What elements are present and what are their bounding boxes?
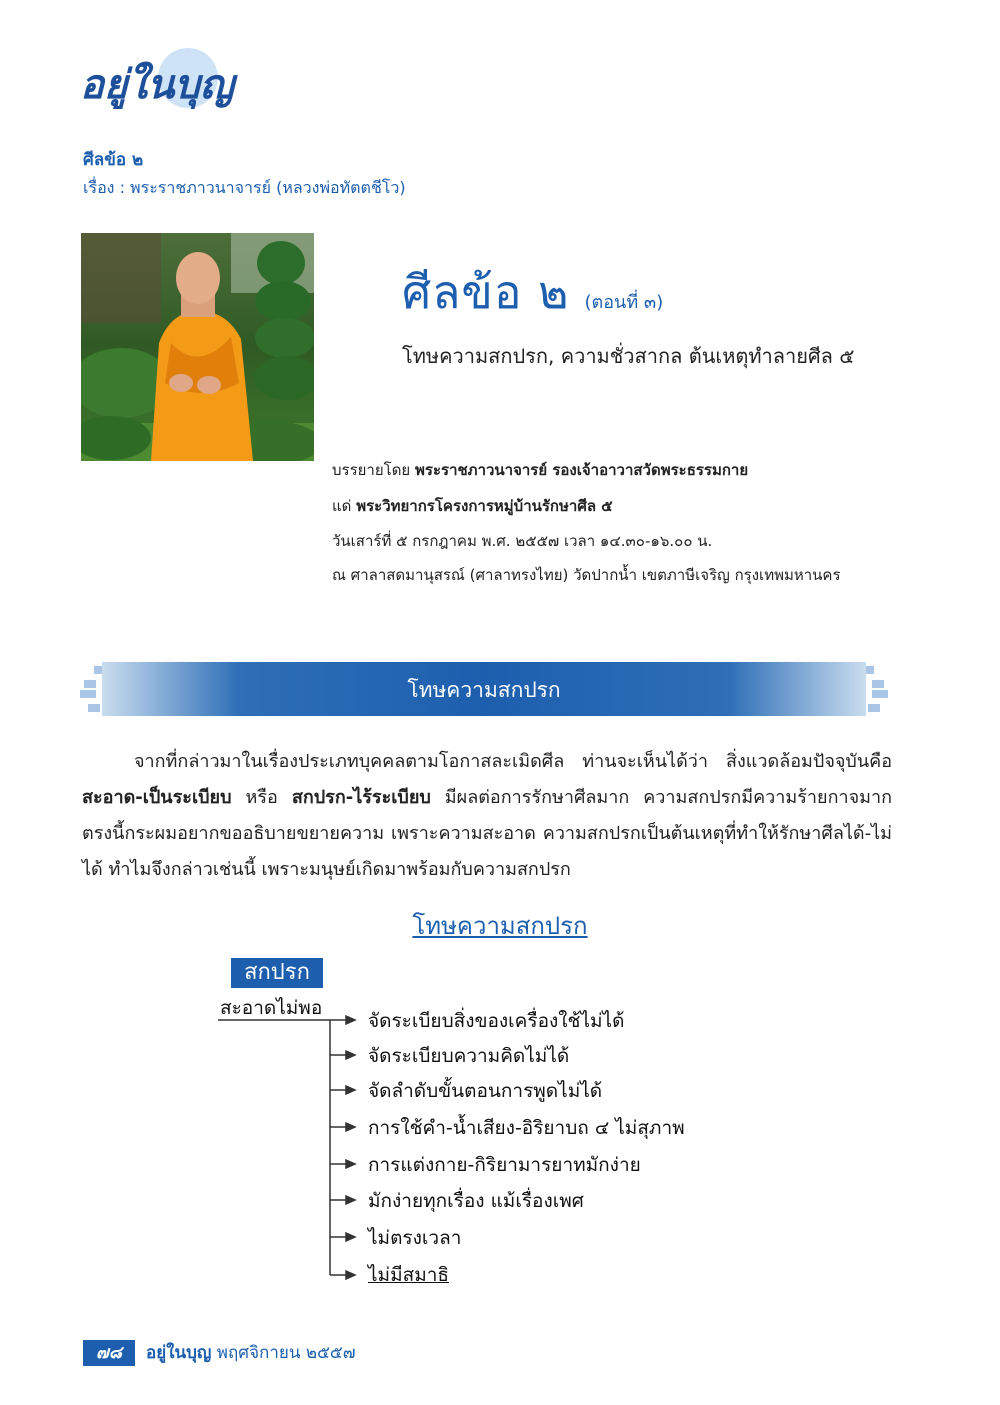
article-subtitle: โทษความสกปรก, ความชั่วสากล ต้นเหตุทำลายศีล ๕ (402, 344, 855, 368)
magazine-logo (80, 44, 234, 122)
footer-issue: พฤศจิกายน ๒๕๕๗ (216, 1343, 356, 1363)
banner-title: โทษความสกปรก (407, 678, 561, 702)
title-main: ศีลข้อ ๒ (402, 265, 570, 319)
title-part: (ตอนที่ ๓) (584, 292, 664, 313)
footer-magazine-name: อยู่ในบุญ (146, 1343, 212, 1363)
diagram-title: โทษความสกปรก (412, 912, 588, 940)
story-line: เรื่อง : พระราชภาวนาจารย์ (หลวงพ่อทัตตชีโว) (83, 178, 406, 197)
diagram-item-5: การแต่งกาย-กิริยามารยาทมักง่าย (368, 1154, 641, 1176)
body-paragraph (82, 744, 892, 888)
paragraph-part-3: มีผลต่อการรักษาศีลมาก ความสกปรกมีความร้ายกาจมาก ตรงนี้กระผมอยากขออธิบายขยายความ เพราะความสะอาด ความสกปรกเป็นต้นเหตุที่ทำให้รักษาศีลได้-ไม่ได้ ทำไมจึงกล่าวเช่นนี้ เพราะมนุษย์เกิดมาพร้อมกับความสกปรก (82, 787, 892, 880)
paragraph-bold-2: สกปรก-ไร้ระเบียบ (291, 787, 431, 808)
lecture-to (332, 494, 613, 518)
diagram-item-3: จัดลำดับขั้นตอนการพูดไม่ได้ (368, 1080, 603, 1102)
paragraph-bold-1: สะอาด-เป็นระเบียบ (82, 787, 232, 808)
logo-text: อยู่ในบุญ (80, 61, 234, 108)
article-title (402, 256, 663, 329)
lecture-by (332, 458, 748, 482)
diagram-root-sub: สะอาดไม่พอ (220, 997, 323, 1019)
lecture-place: ณ ศาลาสดมานุสรณ์ (ศาลาทรงไทย) วัดปากน้ำ เขตภาษีเจริญ กรุงเทพมหานคร (332, 566, 841, 584)
lecture-to-value: พระวิทยากรโครงการหมู่บ้านรักษาศีล ๕ (356, 497, 613, 515)
diagram-item-2: จัดระเบียบความคิดไม่ได้ (368, 1045, 570, 1067)
diagram-item-8: ไม่มีสมาธิ (368, 1264, 449, 1286)
lecture-to-label: แด่ (332, 497, 352, 515)
lecture-date: วันเสาร์ที่ ๕ กรกฎาคม พ.ศ. ๒๕๕๗ เวลา ๑๔.๓๐-๑๖.๐๐ น. (332, 532, 713, 550)
diagram-item-6: มักง่ายทุกเรื่อง แม้เรื่องเพศ (368, 1190, 584, 1212)
paragraph-part-2: หรือ (231, 787, 292, 808)
section-label: ศีลข้อ ๒ (83, 150, 144, 170)
paragraph-part-1: จากที่กล่าวมาในเรื่องประเภทบุคคลตามโอกาสละเมิดศีล ท่านจะเห็นได้ว่า สิ่งแวดล้อมปัจจุบันคือ (134, 751, 892, 772)
monk-photo (81, 233, 314, 461)
lecture-by-value: พระราชภาวนาจารย์ รองเจ้าอาวาสวัดพระธรรมกาย (415, 461, 749, 479)
section-banner (80, 660, 888, 718)
diagram-item-1: จัดระเบียบสิ่งของเครื่องใช้ไม่ได้ (368, 1010, 625, 1032)
diagram-item-7: ไม่ตรงเวลา (368, 1227, 462, 1249)
lecture-by-label: บรรยายโดย (332, 461, 411, 479)
footer-magazine (146, 1340, 356, 1366)
diagram-item-4: การใช้คำ-น้ำเสียง-อิริยาบถ ๔ ไม่สุภาพ (368, 1117, 685, 1139)
diagram-root-box: สกปรก (231, 958, 323, 988)
page-number: ๗๘ (83, 1340, 135, 1366)
